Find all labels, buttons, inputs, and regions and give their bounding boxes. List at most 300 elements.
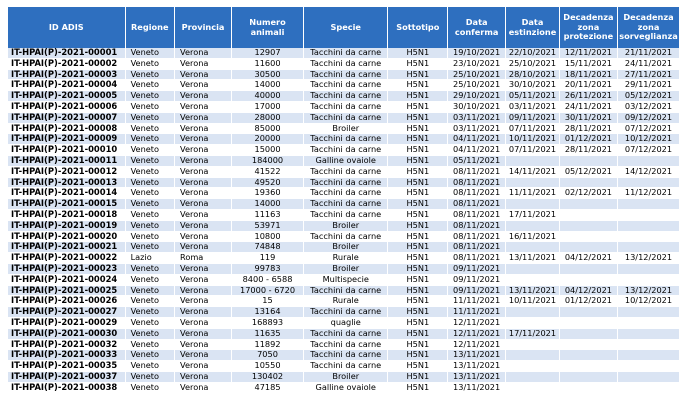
cell-data-estinzione — [506, 339, 560, 350]
cell-decadenza-sorveglianza: 07/12/2021 — [617, 145, 679, 156]
cell-decadenza-protezione: 28/11/2021 — [559, 123, 617, 134]
cell-regione: Veneto — [125, 263, 174, 274]
cell-id-adis: IT-HPAI(P)-2021-00035 — [8, 361, 125, 372]
cell-provincia: Verona — [175, 112, 232, 123]
cell-sottotipo: H5N1 — [388, 317, 448, 328]
table-row — [8, 58, 680, 69]
cell-decadenza-protezione — [559, 361, 617, 372]
cell-data-estinzione: 10/11/2021 — [506, 296, 560, 307]
cell-decadenza-protezione — [559, 382, 617, 393]
cell-provincia: Verona — [175, 231, 232, 242]
cell-decadenza-protezione: 24/11/2021 — [559, 101, 617, 112]
cell-id-adis: IT-HPAI(P)-2021-00008 — [8, 123, 125, 134]
cell-specie: Tacchini da carne — [303, 350, 388, 361]
cell-numero-animali: 11600 — [232, 58, 304, 69]
cell-sottotipo: H5N1 — [388, 285, 448, 296]
cell-data-estinzione — [506, 307, 560, 318]
cell-id-adis: IT-HPAI(P)-2021-00001 — [8, 48, 125, 58]
cell-sottotipo: H5N1 — [388, 155, 448, 166]
table-body — [8, 48, 680, 393]
cell-data-conferma: 09/11/2021 — [448, 285, 506, 296]
cell-data-conferma: 11/11/2021 — [448, 307, 506, 318]
outbreak-table — [8, 7, 680, 394]
cell-specie: Tacchini da carne — [303, 145, 388, 156]
cell-regione: Veneto — [125, 339, 174, 350]
cell-data-estinzione — [506, 317, 560, 328]
cell-data-conferma: 08/11/2021 — [448, 231, 506, 242]
cell-data-conferma: 09/11/2021 — [448, 263, 506, 274]
cell-data-estinzione: 17/11/2021 — [506, 328, 560, 339]
cell-regione: Veneto — [125, 69, 174, 80]
cell-data-estinzione: 09/11/2021 — [506, 112, 560, 123]
cell-data-estinzione — [506, 177, 560, 188]
cell-numero-animali: 17000 - 6720 — [232, 285, 304, 296]
cell-data-conferma: 12/11/2021 — [448, 339, 506, 350]
cell-regione: Veneto — [125, 145, 174, 156]
cell-provincia: Verona — [175, 307, 232, 318]
cell-decadenza-sorveglianza: 21/11/2021 — [617, 48, 679, 58]
cell-data-estinzione — [506, 242, 560, 253]
cell-decadenza-sorveglianza — [617, 155, 679, 166]
cell-numero-animali: 30500 — [232, 69, 304, 80]
cell-specie: Tacchini da carne — [303, 134, 388, 145]
cell-id-adis: IT-HPAI(P)-2021-00011 — [8, 155, 125, 166]
cell-specie: Tacchini da carne — [303, 166, 388, 177]
cell-decadenza-sorveglianza — [617, 220, 679, 231]
cell-id-adis: IT-HPAI(P)-2021-00037 — [8, 371, 125, 382]
table-row — [8, 285, 680, 296]
cell-decadenza-protezione — [559, 339, 617, 350]
col-header-data-estinzione: Data estinzione — [506, 7, 560, 48]
cell-numero-animali: 13164 — [232, 307, 304, 318]
cell-id-adis: IT-HPAI(P)-2021-00005 — [8, 91, 125, 102]
cell-regione: Veneto — [125, 274, 174, 285]
cell-data-estinzione: 13/11/2021 — [506, 285, 560, 296]
cell-decadenza-protezione: 01/12/2021 — [559, 296, 617, 307]
table-row — [8, 339, 680, 350]
cell-provincia: Verona — [175, 48, 232, 58]
cell-id-adis: IT-HPAI(P)-2021-00022 — [8, 253, 125, 264]
cell-data-conferma: 30/10/2021 — [448, 101, 506, 112]
cell-specie: Tacchini da carne — [303, 48, 388, 58]
cell-decadenza-sorveglianza: 05/12/2021 — [617, 91, 679, 102]
cell-data-conferma: 08/11/2021 — [448, 166, 506, 177]
table-row — [8, 361, 680, 372]
cell-decadenza-protezione: 01/12/2021 — [559, 134, 617, 145]
cell-regione: Veneto — [125, 134, 174, 145]
cell-sottotipo: H5N1 — [388, 371, 448, 382]
cell-provincia: Verona — [175, 166, 232, 177]
table-row — [8, 296, 680, 307]
cell-specie: Tacchini da carne — [303, 177, 388, 188]
cell-id-adis: IT-HPAI(P)-2021-00033 — [8, 350, 125, 361]
cell-regione: Veneto — [125, 91, 174, 102]
cell-decadenza-sorveglianza: 13/12/2021 — [617, 285, 679, 296]
cell-id-adis: IT-HPAI(P)-2021-00019 — [8, 220, 125, 231]
cell-sottotipo: H5N1 — [388, 328, 448, 339]
cell-data-estinzione — [506, 361, 560, 372]
cell-sottotipo: H5N1 — [388, 242, 448, 253]
cell-provincia: Roma — [175, 253, 232, 264]
table-row — [8, 242, 680, 253]
col-header-decadenza-protezione: Decadenza zona protezione — [559, 7, 617, 48]
cell-data-conferma: 08/11/2021 — [448, 199, 506, 210]
cell-numero-animali: 28000 — [232, 112, 304, 123]
cell-sottotipo: H5N1 — [388, 350, 448, 361]
cell-regione: Veneto — [125, 48, 174, 58]
cell-data-conferma: 12/11/2021 — [448, 328, 506, 339]
cell-specie: Tacchini da carne — [303, 285, 388, 296]
col-header-provincia: Provincia — [175, 7, 232, 48]
cell-data-conferma: 04/11/2021 — [448, 145, 506, 156]
cell-specie: Tacchini da carne — [303, 101, 388, 112]
cell-data-estinzione — [506, 350, 560, 361]
cell-sottotipo: H5N1 — [388, 339, 448, 350]
cell-data-conferma: 25/10/2021 — [448, 80, 506, 91]
cell-id-adis: IT-HPAI(P)-2021-00038 — [8, 382, 125, 393]
cell-provincia: Verona — [175, 188, 232, 199]
cell-regione: Veneto — [125, 123, 174, 134]
cell-regione: Veneto — [125, 382, 174, 393]
cell-specie: Multispecie — [303, 274, 388, 285]
cell-numero-animali: 53971 — [232, 220, 304, 231]
cell-id-adis: IT-HPAI(P)-2021-00025 — [8, 285, 125, 296]
cell-numero-animali: 14000 — [232, 199, 304, 210]
cell-data-conferma: 08/11/2021 — [448, 209, 506, 220]
cell-decadenza-sorveglianza — [617, 274, 679, 285]
cell-decadenza-protezione — [559, 231, 617, 242]
cell-data-conferma: 04/11/2021 — [448, 134, 506, 145]
cell-decadenza-protezione — [559, 177, 617, 188]
cell-id-adis: IT-HPAI(P)-2021-00002 — [8, 58, 125, 69]
cell-id-adis: IT-HPAI(P)-2021-00006 — [8, 101, 125, 112]
cell-decadenza-protezione: 15/11/2021 — [559, 58, 617, 69]
header-row — [8, 7, 680, 48]
cell-sottotipo: H5N1 — [388, 382, 448, 393]
cell-data-estinzione: 28/10/2021 — [506, 69, 560, 80]
cell-decadenza-protezione — [559, 371, 617, 382]
cell-provincia: Verona — [175, 145, 232, 156]
cell-specie: Tacchini da carne — [303, 199, 388, 210]
cell-provincia: Verona — [175, 91, 232, 102]
cell-data-conferma: 13/11/2021 — [448, 350, 506, 361]
cell-specie: Broiler — [303, 263, 388, 274]
cell-decadenza-sorveglianza: 11/12/2021 — [617, 188, 679, 199]
cell-numero-animali: 168893 — [232, 317, 304, 328]
cell-decadenza-sorveglianza: 10/12/2021 — [617, 134, 679, 145]
cell-data-estinzione — [506, 274, 560, 285]
cell-regione: Veneto — [125, 155, 174, 166]
cell-sottotipo: H5N1 — [388, 91, 448, 102]
col-header-specie: Specie — [303, 7, 388, 48]
table-row — [8, 80, 680, 91]
cell-data-conferma: 09/11/2021 — [448, 274, 506, 285]
cell-decadenza-sorveglianza: 09/12/2021 — [617, 112, 679, 123]
cell-regione: Veneto — [125, 166, 174, 177]
cell-numero-animali: 85000 — [232, 123, 304, 134]
cell-specie: Tacchini da carne — [303, 231, 388, 242]
cell-sottotipo: H5N1 — [388, 80, 448, 91]
cell-decadenza-protezione — [559, 220, 617, 231]
cell-decadenza-sorveglianza — [617, 371, 679, 382]
cell-data-conferma: 13/11/2021 — [448, 382, 506, 393]
cell-decadenza-sorveglianza — [617, 231, 679, 242]
cell-regione: Veneto — [125, 112, 174, 123]
cell-provincia: Verona — [175, 101, 232, 112]
cell-data-conferma: 08/11/2021 — [448, 242, 506, 253]
cell-numero-animali: 41522 — [232, 166, 304, 177]
cell-provincia: Verona — [175, 382, 232, 393]
cell-id-adis: IT-HPAI(P)-2021-00010 — [8, 145, 125, 156]
cell-specie: Broiler — [303, 371, 388, 382]
cell-decadenza-sorveglianza: 10/12/2021 — [617, 296, 679, 307]
cell-decadenza-sorveglianza: 24/11/2021 — [617, 58, 679, 69]
table-row — [8, 48, 680, 58]
cell-specie: Tacchini da carne — [303, 112, 388, 123]
cell-decadenza-protezione — [559, 307, 617, 318]
cell-specie: Tacchini da carne — [303, 58, 388, 69]
table-row — [8, 155, 680, 166]
cell-specie: Rurale — [303, 253, 388, 264]
col-header-numero-animali: Numero animali — [232, 7, 304, 48]
cell-specie: Tacchini da carne — [303, 80, 388, 91]
cell-regione: Veneto — [125, 101, 174, 112]
cell-decadenza-sorveglianza: 13/12/2021 — [617, 253, 679, 264]
cell-decadenza-protezione: 04/12/2021 — [559, 285, 617, 296]
table-row — [8, 382, 680, 393]
cell-numero-animali: 19360 — [232, 188, 304, 199]
cell-data-estinzione: 16/11/2021 — [506, 231, 560, 242]
cell-id-adis: IT-HPAI(P)-2021-00030 — [8, 328, 125, 339]
cell-numero-animali: 40000 — [232, 91, 304, 102]
cell-regione: Veneto — [125, 188, 174, 199]
cell-id-adis: IT-HPAI(P)-2021-00012 — [8, 166, 125, 177]
cell-data-estinzione — [506, 263, 560, 274]
col-header-sottotipo: Sottotipo — [388, 7, 448, 48]
cell-id-adis: IT-HPAI(P)-2021-00007 — [8, 112, 125, 123]
cell-specie: Tacchini da carne — [303, 339, 388, 350]
cell-regione: Veneto — [125, 350, 174, 361]
table-row — [8, 350, 680, 361]
cell-decadenza-protezione: 12/11/2021 — [559, 48, 617, 58]
cell-id-adis: IT-HPAI(P)-2021-00009 — [8, 134, 125, 145]
cell-data-estinzione: 13/11/2021 — [506, 253, 560, 264]
col-header-id-adis: ID ADIS — [8, 7, 125, 48]
table-row — [8, 91, 680, 102]
cell-decadenza-protezione: 02/12/2021 — [559, 188, 617, 199]
cell-provincia: Verona — [175, 371, 232, 382]
cell-provincia: Verona — [175, 80, 232, 91]
col-header-data-conferma: Data conferma — [448, 7, 506, 48]
cell-decadenza-protezione — [559, 317, 617, 328]
cell-decadenza-sorveglianza — [617, 177, 679, 188]
cell-numero-animali: 130402 — [232, 371, 304, 382]
cell-regione: Veneto — [125, 317, 174, 328]
cell-data-conferma: 23/10/2021 — [448, 58, 506, 69]
cell-data-conferma: 03/11/2021 — [448, 112, 506, 123]
cell-decadenza-sorveglianza — [617, 328, 679, 339]
cell-numero-animali: 14000 — [232, 80, 304, 91]
cell-sottotipo: H5N1 — [388, 177, 448, 188]
cell-numero-animali: 11163 — [232, 209, 304, 220]
cell-numero-animali: 119 — [232, 253, 304, 264]
table-row — [8, 188, 680, 199]
cell-decadenza-sorveglianza: 07/12/2021 — [617, 123, 679, 134]
cell-specie: Tacchini da carne — [303, 69, 388, 80]
cell-decadenza-sorveglianza: 29/11/2021 — [617, 80, 679, 91]
cell-decadenza-sorveglianza — [617, 317, 679, 328]
cell-id-adis: IT-HPAI(P)-2021-00013 — [8, 177, 125, 188]
cell-data-estinzione: 30/10/2021 — [506, 80, 560, 91]
table-row — [8, 69, 680, 80]
cell-decadenza-protezione: 05/12/2021 — [559, 166, 617, 177]
cell-specie: Tacchini da carne — [303, 91, 388, 102]
cell-sottotipo: H5N1 — [388, 307, 448, 318]
cell-data-estinzione: 07/11/2021 — [506, 123, 560, 134]
cell-numero-animali: 10550 — [232, 361, 304, 372]
cell-id-adis: IT-HPAI(P)-2021-00029 — [8, 317, 125, 328]
cell-provincia: Verona — [175, 177, 232, 188]
cell-decadenza-protezione — [559, 155, 617, 166]
cell-decadenza-protezione: 30/11/2021 — [559, 112, 617, 123]
cell-id-adis: IT-HPAI(P)-2021-00032 — [8, 339, 125, 350]
table-row — [8, 112, 680, 123]
cell-data-conferma: 08/11/2021 — [448, 253, 506, 264]
cell-id-adis: IT-HPAI(P)-2021-00021 — [8, 242, 125, 253]
cell-provincia: Verona — [175, 296, 232, 307]
cell-data-conferma: 05/11/2021 — [448, 155, 506, 166]
table-row — [8, 220, 680, 231]
cell-provincia: Verona — [175, 285, 232, 296]
table-row — [8, 134, 680, 145]
cell-provincia: Verona — [175, 274, 232, 285]
cell-specie: Galline ovaiole — [303, 155, 388, 166]
cell-sottotipo: H5N1 — [388, 58, 448, 69]
cell-sottotipo: H5N1 — [388, 166, 448, 177]
cell-data-estinzione: 17/11/2021 — [506, 209, 560, 220]
cell-data-conferma: 12/11/2021 — [448, 317, 506, 328]
cell-decadenza-sorveglianza: 14/12/2021 — [617, 166, 679, 177]
cell-data-conferma: 13/11/2021 — [448, 371, 506, 382]
cell-decadenza-sorveglianza — [617, 307, 679, 318]
cell-id-adis: IT-HPAI(P)-2021-00004 — [8, 80, 125, 91]
cell-id-adis: IT-HPAI(P)-2021-00020 — [8, 231, 125, 242]
cell-numero-animali: 15000 — [232, 145, 304, 156]
cell-decadenza-sorveglianza — [617, 350, 679, 361]
table-row — [8, 101, 680, 112]
cell-numero-animali: 10800 — [232, 231, 304, 242]
cell-data-estinzione — [506, 155, 560, 166]
cell-numero-animali: 20000 — [232, 134, 304, 145]
cell-decadenza-sorveglianza — [617, 242, 679, 253]
cell-data-conferma: 19/10/2021 — [448, 48, 506, 58]
cell-data-estinzione — [506, 371, 560, 382]
cell-data-estinzione: 03/11/2021 — [506, 101, 560, 112]
cell-data-estinzione: 05/11/2021 — [506, 91, 560, 102]
cell-id-adis: IT-HPAI(P)-2021-00026 — [8, 296, 125, 307]
cell-provincia: Verona — [175, 328, 232, 339]
cell-decadenza-protezione: 18/11/2021 — [559, 69, 617, 80]
table-row — [8, 166, 680, 177]
cell-numero-animali: 99783 — [232, 263, 304, 274]
cell-decadenza-sorveglianza — [617, 361, 679, 372]
cell-regione: Veneto — [125, 199, 174, 210]
cell-sottotipo: H5N1 — [388, 123, 448, 134]
cell-data-estinzione — [506, 220, 560, 231]
cell-decadenza-protezione — [559, 263, 617, 274]
cell-data-estinzione: 14/11/2021 — [506, 166, 560, 177]
table-row — [8, 209, 680, 220]
table-row — [8, 199, 680, 210]
cell-decadenza-sorveglianza — [617, 339, 679, 350]
cell-data-estinzione: 11/11/2021 — [506, 188, 560, 199]
cell-sottotipo: H5N1 — [388, 263, 448, 274]
table-row — [8, 317, 680, 328]
cell-decadenza-protezione — [559, 350, 617, 361]
cell-data-conferma: 11/11/2021 — [448, 296, 506, 307]
cell-data-conferma: 08/11/2021 — [448, 177, 506, 188]
cell-regione: Veneto — [125, 231, 174, 242]
cell-id-adis: IT-HPAI(P)-2021-00014 — [8, 188, 125, 199]
cell-sottotipo: H5N1 — [388, 231, 448, 242]
cell-sottotipo: H5N1 — [388, 274, 448, 285]
cell-regione: Veneto — [125, 209, 174, 220]
cell-sottotipo: H5N1 — [388, 253, 448, 264]
cell-regione: Veneto — [125, 371, 174, 382]
outbreak-table-container — [8, 7, 680, 394]
cell-sottotipo: H5N1 — [388, 209, 448, 220]
cell-decadenza-sorveglianza — [617, 199, 679, 210]
cell-sottotipo: H5N1 — [388, 101, 448, 112]
cell-data-estinzione — [506, 199, 560, 210]
table-row — [8, 274, 680, 285]
cell-data-conferma: 03/11/2021 — [448, 123, 506, 134]
cell-provincia: Verona — [175, 209, 232, 220]
cell-regione: Veneto — [125, 296, 174, 307]
cell-provincia: Verona — [175, 317, 232, 328]
cell-provincia: Verona — [175, 123, 232, 134]
cell-decadenza-protezione: 26/11/2021 — [559, 91, 617, 102]
cell-specie: Tacchini da carne — [303, 361, 388, 372]
cell-data-estinzione: 10/11/2021 — [506, 134, 560, 145]
table-row — [8, 123, 680, 134]
table-row — [8, 307, 680, 318]
cell-regione: Veneto — [125, 285, 174, 296]
cell-specie: Galline ovaiole — [303, 382, 388, 393]
cell-provincia: Verona — [175, 339, 232, 350]
cell-data-conferma: 08/11/2021 — [448, 220, 506, 231]
cell-regione: Veneto — [125, 242, 174, 253]
cell-provincia: Verona — [175, 69, 232, 80]
cell-specie: Broiler — [303, 123, 388, 134]
cell-provincia: Verona — [175, 134, 232, 145]
cell-sottotipo: H5N1 — [388, 145, 448, 156]
cell-sottotipo: H5N1 — [388, 134, 448, 145]
cell-regione: Veneto — [125, 220, 174, 231]
cell-regione: Veneto — [125, 328, 174, 339]
cell-regione: Veneto — [125, 80, 174, 91]
table-row — [8, 263, 680, 274]
cell-decadenza-protezione: 28/11/2021 — [559, 145, 617, 156]
col-header-regione: Regione — [125, 7, 174, 48]
cell-numero-animali: 49520 — [232, 177, 304, 188]
cell-provincia: Verona — [175, 155, 232, 166]
cell-regione: Veneto — [125, 307, 174, 318]
cell-sottotipo: H5N1 — [388, 69, 448, 80]
cell-decadenza-sorveglianza: 27/11/2021 — [617, 69, 679, 80]
cell-regione: Lazio — [125, 253, 174, 264]
cell-id-adis: IT-HPAI(P)-2021-00027 — [8, 307, 125, 318]
